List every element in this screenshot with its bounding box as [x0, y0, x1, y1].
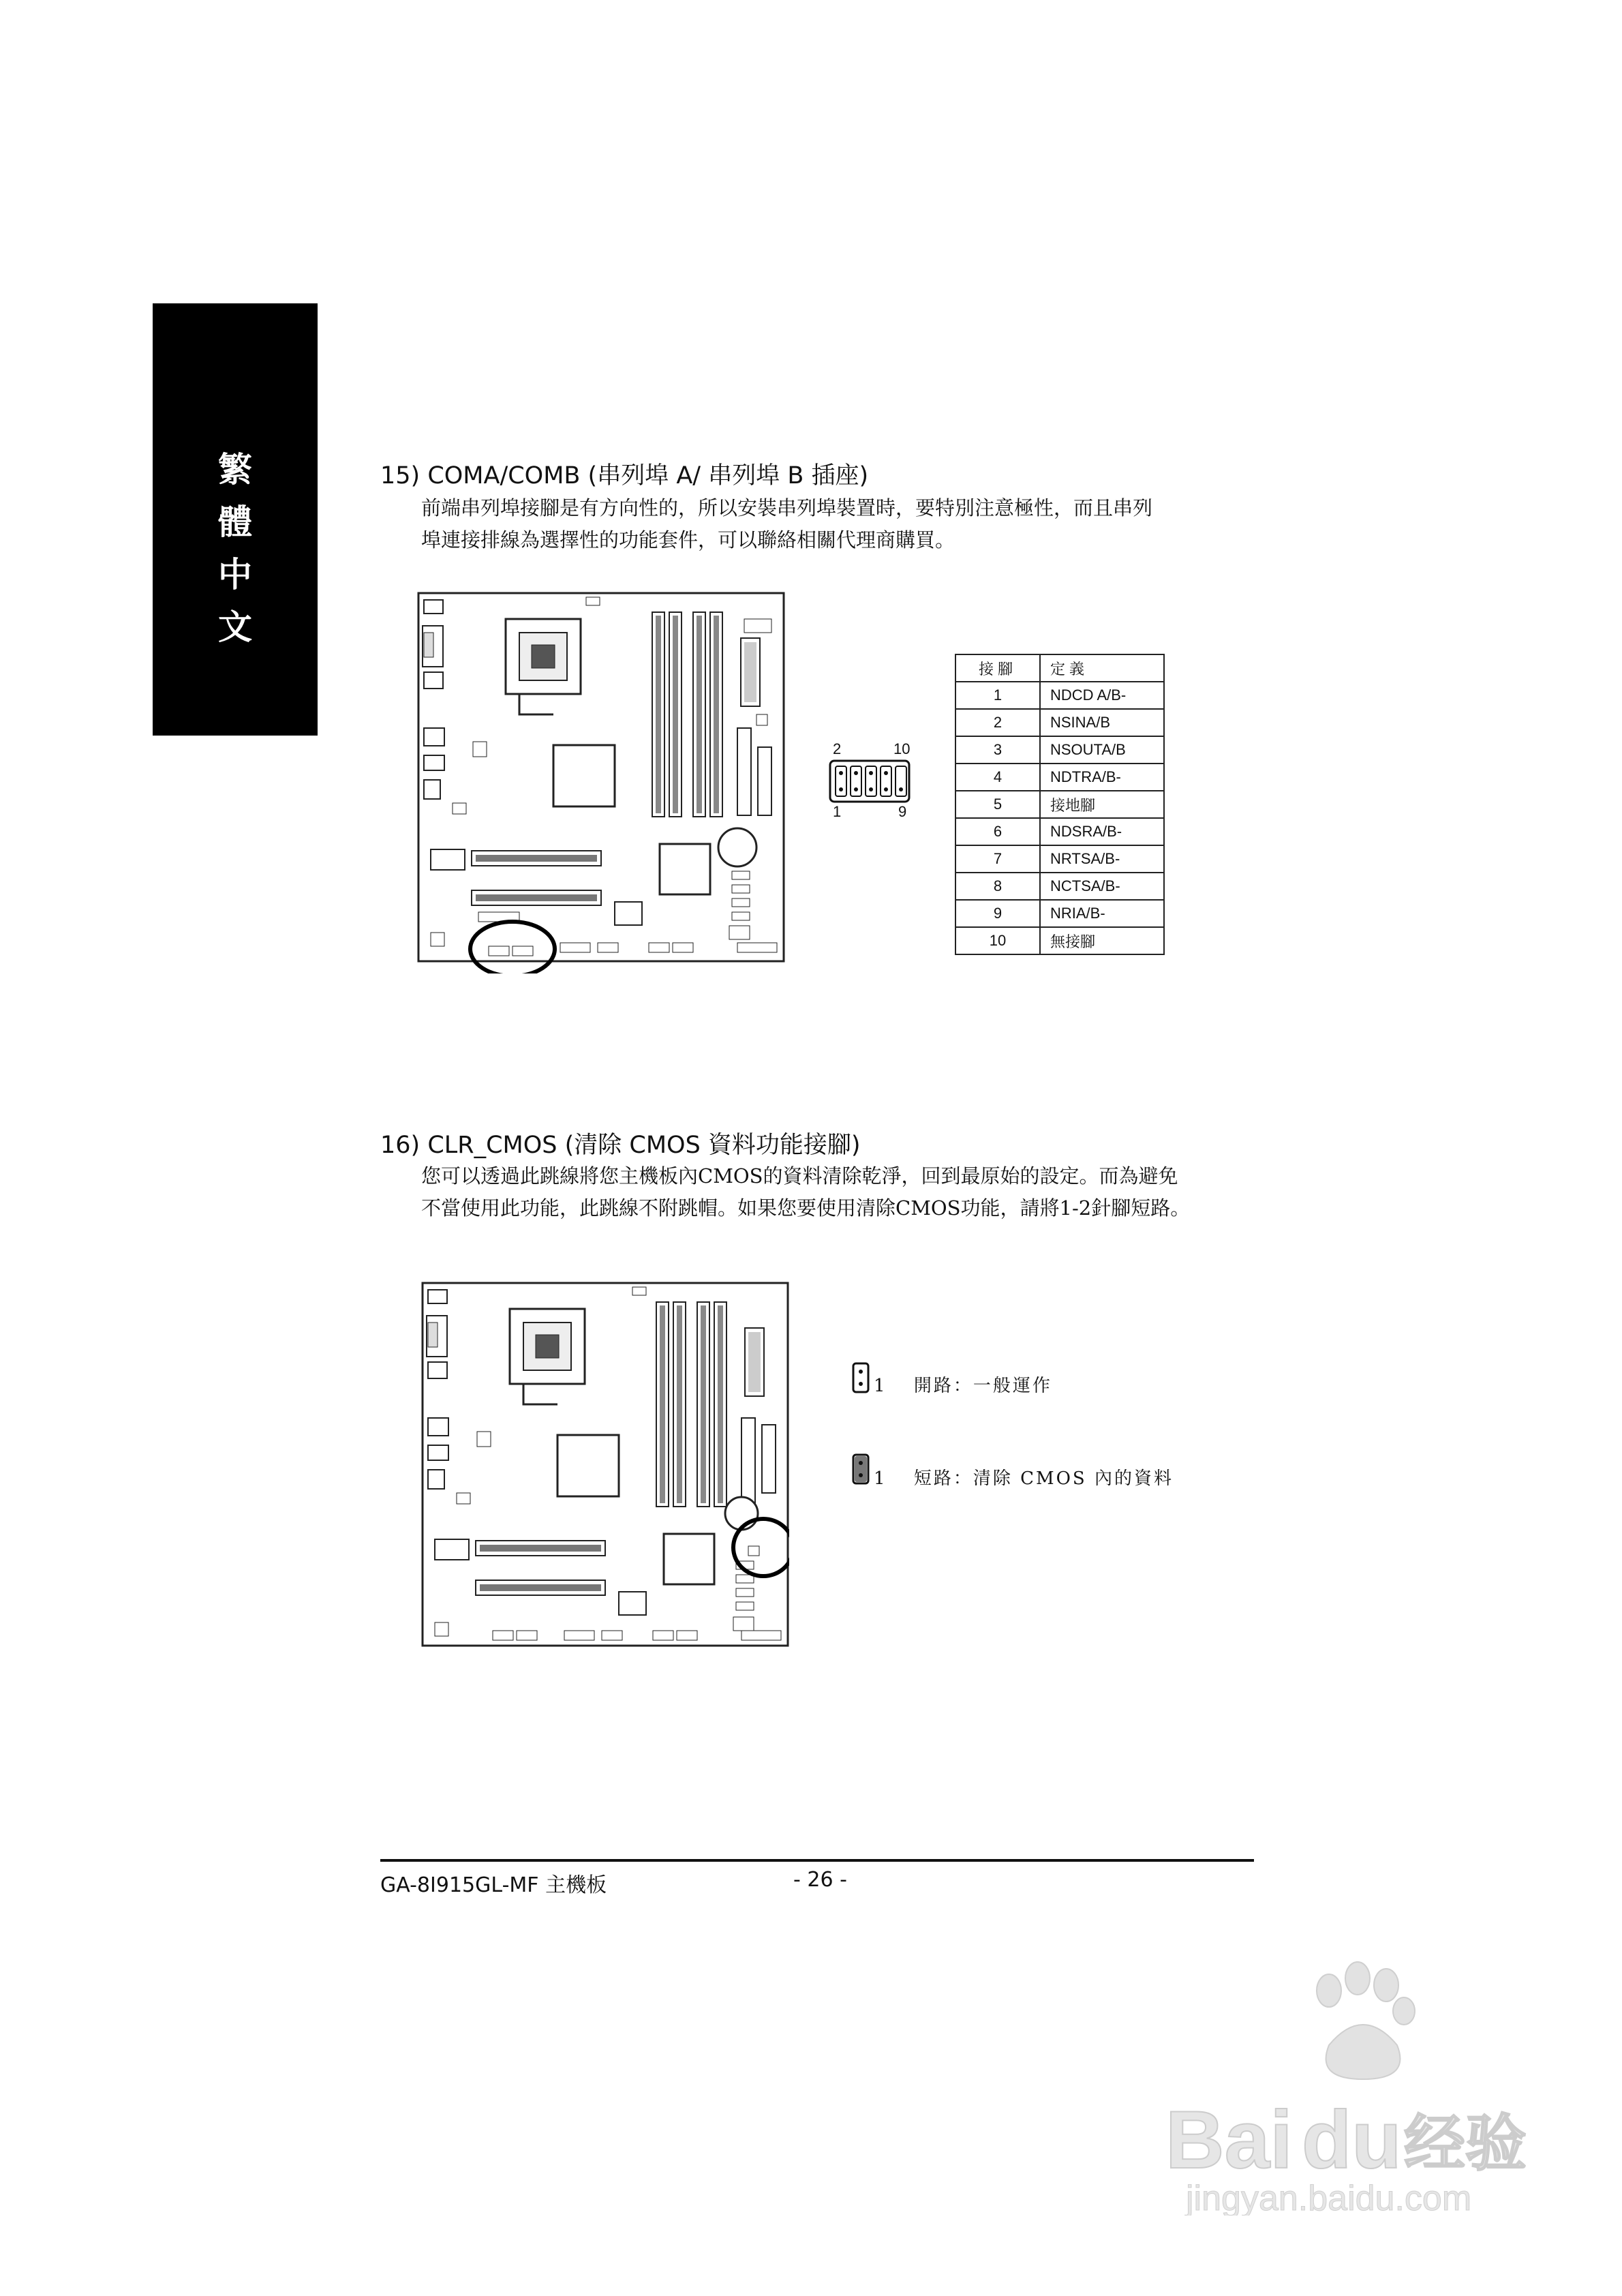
table-row — [955, 818, 1164, 845]
table-row — [955, 709, 1164, 736]
table-row — [955, 764, 1164, 791]
footer-rule — [380, 1859, 1254, 1862]
pin-definition-table — [955, 654, 1165, 955]
pin-definition: NDSRA/B- — [1040, 818, 1164, 845]
pin-number: 9 — [955, 900, 1040, 927]
paw-icon — [1317, 1962, 1415, 2079]
table-header-row — [955, 654, 1164, 682]
jumper-open-text: 開路：一般運作 — [913, 1376, 1052, 1396]
table-row — [955, 873, 1164, 900]
pin-number: 3 — [955, 736, 1040, 764]
table-row — [955, 927, 1164, 954]
jumper-pin-number: 1 — [874, 1376, 887, 1396]
header-label-2: 2 — [833, 740, 842, 757]
pin-definition: NSOUTA/B — [1040, 736, 1164, 764]
pin-definition: NRTSA/B- — [1040, 845, 1164, 873]
description-line: 不當使用此功能，此跳線不附跳帽。如果您要使用清除CMOS功能，請將1-2針腳短路。 — [421, 1196, 1191, 1220]
header-label-9: 9 — [898, 803, 907, 820]
table-row — [955, 791, 1164, 818]
header-label-1: 1 — [833, 803, 842, 820]
pin-definition: NSINA/B — [1040, 709, 1164, 736]
pin-number: 1 — [955, 682, 1040, 709]
pin-number: 6 — [955, 818, 1040, 845]
baidu-jingyan-watermark — [1159, 1943, 1540, 2216]
pin-number: 8 — [955, 873, 1040, 900]
side-tab-char: 體 — [218, 502, 252, 542]
side-tab-char: 文 — [218, 607, 252, 647]
table-row — [955, 845, 1164, 873]
pin-definition: NDTRA/B- — [1040, 764, 1164, 791]
table-row — [955, 900, 1164, 927]
pin-number: 7 — [955, 845, 1040, 873]
page-number: - 26 - — [793, 1868, 847, 1892]
pin-definition: NCTSA/B- — [1040, 873, 1164, 900]
jumper-short-label — [874, 1464, 1174, 1490]
watermark-brand-2: du — [1302, 2094, 1402, 2186]
side-tab-char: 繁 — [218, 449, 252, 489]
jumper-open-icon — [852, 1362, 870, 1397]
section-16-heading: 16) CLR_CMOS (清除 CMOS 資料功能接腳) — [380, 1132, 861, 1159]
pin-number: 4 — [955, 764, 1040, 791]
motherboard-diagram-coma — [417, 592, 785, 973]
pin-definition: NDCD A/B- — [1040, 682, 1164, 709]
pin-definition: 接地腳 — [1040, 791, 1164, 818]
table-row — [955, 682, 1164, 709]
pin-definition: 無接腳 — [1040, 927, 1164, 954]
section-16-description — [421, 1160, 1190, 1224]
watermark-url: jingyan.baidu.com — [1186, 2179, 1472, 2216]
column-header-definition: 定義 — [1040, 654, 1164, 682]
jumper-short-icon — [852, 1453, 870, 1488]
pin-number: 2 — [955, 709, 1040, 736]
jumper-open-label — [874, 1372, 1052, 1397]
table-row — [955, 736, 1164, 764]
language-side-tab — [153, 303, 318, 736]
description-line: 埠連接排線為選擇性的功能套件，可以聯絡相關代理商購買。 — [421, 528, 955, 552]
description-line: 您可以透過此跳線將您主機板內CMOS的資料清除乾淨，回到最原始的設定。而為避免 — [421, 1164, 1178, 1188]
footer-model: GA-8I915GL-MF 主機板 — [380, 1873, 607, 1897]
motherboard-diagram-clr-cmos — [421, 1282, 789, 1650]
section-15-heading: 15) COMA/COMB (串列埠 A/ 串列埠 B 插座) — [380, 462, 869, 489]
com-header-pinout — [829, 759, 911, 806]
pin-definition: NRIA/B- — [1040, 900, 1164, 927]
column-header-pin: 接腳 — [955, 654, 1040, 682]
section-15-description — [421, 492, 1152, 556]
pin-number: 10 — [955, 927, 1040, 954]
header-label-10: 10 — [893, 740, 911, 757]
jumper-short-text: 短路：清除 CMOS 內的資料 — [913, 1468, 1174, 1489]
side-tab-char: 中 — [218, 554, 252, 594]
description-line: 前端串列埠接腳是有方向性的，所以安裝串列埠裝置時，要特別注意極性，而且串列 — [421, 496, 1153, 519]
watermark-brand: Bai — [1165, 2094, 1293, 2186]
jumper-pin-number: 1 — [874, 1468, 887, 1489]
watermark-cn: 经验 — [1404, 2108, 1527, 2179]
pin-number: 5 — [955, 791, 1040, 818]
